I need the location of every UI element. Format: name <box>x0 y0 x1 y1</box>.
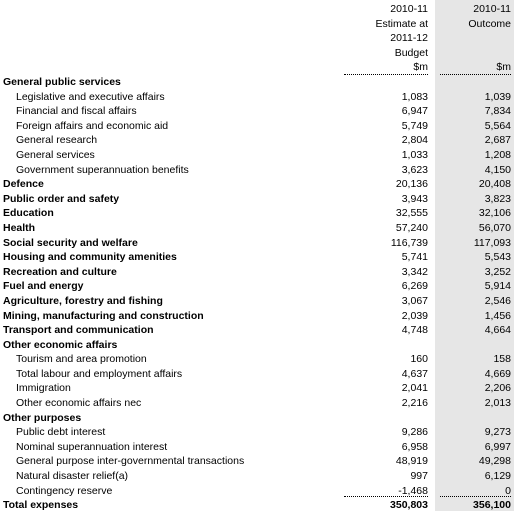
estimate-value: 2,039 <box>401 309 428 322</box>
estimate-value: 3,342 <box>401 265 428 278</box>
outcome-value: 2,013 <box>484 397 511 410</box>
outcome-value: 1,039 <box>484 90 511 103</box>
row-label: Legislative and executive affairs <box>16 90 165 103</box>
category-row <box>0 177 514 192</box>
table-row <box>0 352 514 367</box>
outcome-value: 6,129 <box>484 470 511 483</box>
table-row <box>0 119 514 134</box>
category-row <box>0 75 514 90</box>
total-rule-outcome <box>440 496 511 497</box>
table-row <box>0 454 514 469</box>
row-label: Total labour and employment affairs <box>16 367 183 380</box>
category-row <box>0 323 514 338</box>
outcome-value: 2,687 <box>484 134 511 147</box>
outcome-value: 6,997 <box>484 440 511 453</box>
outcome-value: 56,070 <box>478 221 511 234</box>
category-row <box>0 265 514 280</box>
row-label: General purpose inter-governmental transactions <box>16 455 245 468</box>
outcome-value: 49,298 <box>478 455 511 468</box>
estimate-value: 1,033 <box>401 148 428 161</box>
estimate-column-header <box>340 2 428 75</box>
row-label: Financial and fiscal affairs <box>16 105 137 118</box>
estimate-value: 1,083 <box>401 90 428 103</box>
expenses-table <box>0 75 514 513</box>
row-label: Fuel and energy <box>3 280 84 293</box>
estimate-value: 6,958 <box>401 440 428 453</box>
header-line: Estimate at <box>375 17 428 30</box>
category-row <box>0 192 514 207</box>
table-row <box>0 104 514 119</box>
category-row <box>0 411 514 426</box>
row-label: Government superannuation benefits <box>16 163 189 176</box>
table-row <box>0 469 514 484</box>
estimate-value: 4,748 <box>401 324 428 337</box>
row-label: Immigration <box>16 382 71 395</box>
estimate-value: 32,555 <box>395 207 428 220</box>
table-row <box>0 396 514 411</box>
estimate-value: 350,803 <box>390 499 428 512</box>
row-label: General services <box>16 148 95 161</box>
row-label: Public debt interest <box>16 426 106 439</box>
table-row <box>0 425 514 440</box>
outcome-value: 0 <box>505 484 511 497</box>
category-row <box>0 309 514 324</box>
header-line <box>436 31 511 46</box>
outcome-value: 4,669 <box>484 367 511 380</box>
estimate-value: 20,136 <box>395 178 428 191</box>
estimate-value: 5,741 <box>401 251 428 264</box>
table-row <box>0 148 514 163</box>
estimate-value: 2,804 <box>401 134 428 147</box>
outcome-value: 5,914 <box>484 280 511 293</box>
row-label: Contingency reserve <box>16 484 113 497</box>
row-label: Foreign affairs and economic aid <box>16 119 169 132</box>
header-line: $m <box>413 61 428 74</box>
outcome-value: 4,664 <box>484 324 511 337</box>
row-label: Other economic affairs <box>3 338 118 351</box>
table-row <box>0 133 514 148</box>
estimate-value: 9,286 <box>401 426 428 439</box>
table-row <box>0 440 514 455</box>
row-label: Mining, manufacturing and construction <box>3 309 204 322</box>
header-line <box>436 46 511 61</box>
row-label: Transport and communication <box>3 324 154 337</box>
category-row <box>0 279 514 294</box>
row-label: General research <box>16 134 98 147</box>
estimate-value: 4,637 <box>401 367 428 380</box>
estimate-value: 3,623 <box>401 163 428 176</box>
header-line: Outcome <box>468 17 511 30</box>
row-label: Nominal superannuation interest <box>16 440 168 453</box>
outcome-value: 4,150 <box>484 163 511 176</box>
outcome-value: 117,093 <box>473 236 511 249</box>
estimate-value: 6,947 <box>401 105 428 118</box>
header-line: $m <box>496 61 511 74</box>
estimate-value: 116,739 <box>390 236 428 249</box>
category-row <box>0 221 514 236</box>
table-row <box>0 381 514 396</box>
category-row <box>0 236 514 251</box>
outcome-value: 1,208 <box>484 148 511 161</box>
row-label: Other economic affairs nec <box>16 397 142 410</box>
table-row <box>0 90 514 105</box>
outcome-value: 158 <box>493 353 511 366</box>
category-row <box>0 250 514 265</box>
category-row <box>0 338 514 353</box>
header-line: 2010-11 <box>390 3 428 15</box>
outcome-value: 3,823 <box>484 192 511 205</box>
header-line: 2010-11 <box>473 3 511 15</box>
table-row <box>0 484 514 499</box>
table-row <box>0 163 514 178</box>
estimate-value: 6,269 <box>401 280 428 293</box>
estimate-value: 2,216 <box>401 397 428 410</box>
row-label: General public services <box>3 76 121 88</box>
estimate-value: 3,067 <box>401 294 428 307</box>
outcome-value: 9,273 <box>484 426 511 439</box>
row-label: Natural disaster relief(a) <box>16 470 129 483</box>
outcome-value: 32,106 <box>478 207 511 220</box>
row-label: Public order and safety <box>3 192 120 205</box>
row-label: Tourism and area promotion <box>16 353 147 366</box>
total-rule-estimate <box>344 496 428 497</box>
outcome-value: 1,456 <box>484 309 511 322</box>
outcome-value: 5,564 <box>484 119 511 132</box>
estimate-value: 57,240 <box>395 221 428 234</box>
outcome-value: 2,546 <box>484 294 511 307</box>
estimate-value: 2,041 <box>401 382 428 395</box>
outcome-value: 7,834 <box>484 105 511 118</box>
estimate-value: 3,943 <box>401 192 428 205</box>
estimate-value: -1,468 <box>398 484 428 497</box>
row-label: Total expenses <box>3 499 79 512</box>
outcome-value: 356,100 <box>473 499 511 512</box>
category-row <box>0 294 514 309</box>
estimate-value: 5,749 <box>401 119 428 132</box>
category-row <box>0 206 514 221</box>
row-label: Social security and welfare <box>3 236 138 249</box>
row-label: Recreation and culture <box>3 265 117 278</box>
estimate-value: 997 <box>410 470 428 483</box>
outcome-value: 3,252 <box>484 265 511 278</box>
outcome-value: 20,408 <box>478 178 511 191</box>
row-label: Education <box>3 207 54 220</box>
row-label: Other purposes <box>3 411 82 424</box>
estimate-value: 160 <box>410 353 428 366</box>
header-line: 2011-12 <box>390 32 428 45</box>
row-label: Agriculture, forestry and fishing <box>3 294 163 307</box>
row-label: Health <box>3 221 36 234</box>
row-label: Defence <box>3 178 44 191</box>
table-row <box>0 367 514 382</box>
header-line: Budget <box>394 46 428 59</box>
outcome-column-header <box>436 2 511 75</box>
outcome-value: 2,206 <box>484 382 511 395</box>
outcome-value: 5,543 <box>484 251 511 264</box>
estimate-value: 48,919 <box>395 455 428 468</box>
row-label: Housing and community amenities <box>3 251 177 264</box>
